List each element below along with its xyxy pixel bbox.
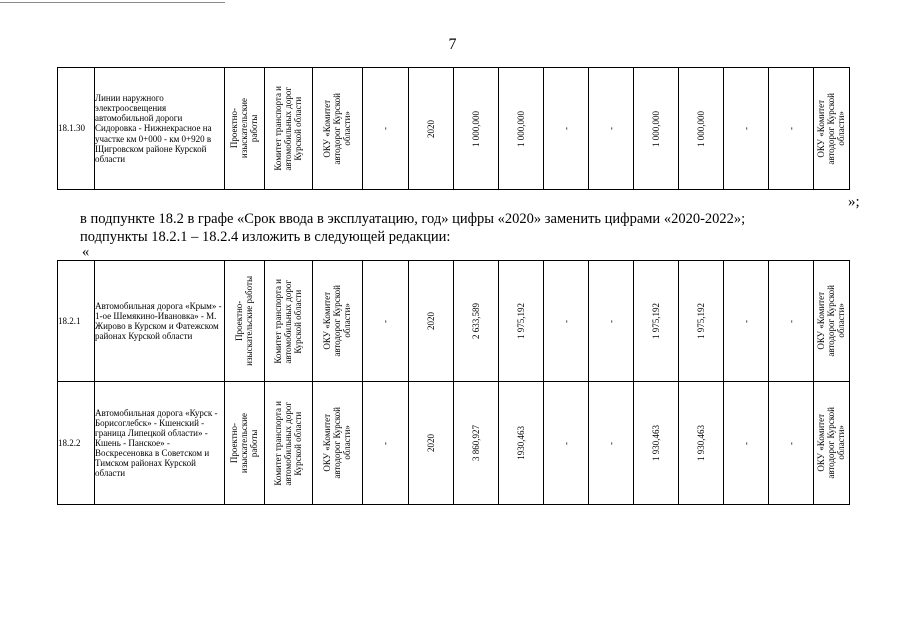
work-type-cell <box>225 382 265 505</box>
year-cell <box>409 68 454 190</box>
customer: Комитет транспорта и автомобильных дорог Курской области <box>273 86 304 171</box>
value: 1 000,000 <box>695 110 706 147</box>
row-number: 18.2.1 <box>58 261 95 382</box>
value-cell <box>589 68 634 190</box>
value-cell <box>363 382 409 505</box>
value-cell <box>544 261 589 382</box>
value: - <box>740 319 751 323</box>
estimated-cost: 1 000,000 <box>470 110 481 147</box>
value-cell <box>499 261 544 382</box>
value: 1 975,192 <box>650 303 661 339</box>
amendment-paragraph: в подпункте 18.2 в графе «Срок ввода в эксплуатацию, год» цифры «2020» заменить цифрами «2020-2022»; <box>80 211 746 227</box>
value: - <box>380 127 391 130</box>
value-cell <box>634 68 679 190</box>
work-type: Проектно- изыскательские работы <box>229 98 260 159</box>
value-cell <box>679 382 724 505</box>
value: 1 930,463 <box>695 425 706 461</box>
object-table-18-2 <box>57 260 850 505</box>
value: - <box>785 441 796 445</box>
owner: ОКУ «Комитет автодорог Курской области» <box>816 285 847 357</box>
value: - <box>560 319 571 323</box>
value-cell <box>499 382 544 505</box>
owner-cell <box>814 382 850 505</box>
customer: Комитет транспорта и автомобильных дорог Курской области <box>273 278 304 364</box>
value-cell <box>634 261 679 382</box>
value: 1 975,192 <box>515 303 526 339</box>
cost-cell <box>454 382 499 505</box>
object-name: Автомобильная дорога «Курск - Борисоглебск» - Кшенский - граница Липецкой области» - Кшень - Панское» - Воскресеновка в Советском и Тимском районах Курской области <box>95 382 225 505</box>
owner: ОКУ «Комитет автодорог Курской области» <box>816 407 847 479</box>
value: - <box>740 127 751 130</box>
value-cell <box>769 68 814 190</box>
value: 1 000,000 <box>650 110 661 147</box>
value-cell <box>769 261 814 382</box>
cost-cell <box>454 261 499 382</box>
work-type: Проектно- изыскательские работы <box>229 412 260 474</box>
estimated-cost: 3 860,927 <box>470 425 481 461</box>
amendment-paragraph: подпункты 18.2.1 – 18.2.4 изложить в следующей редакции: <box>80 229 451 245</box>
owner-cell <box>814 261 850 382</box>
value: 1 000,000 <box>515 110 526 147</box>
value: - <box>605 319 616 323</box>
row-number: 18.1.30 <box>58 68 95 190</box>
value-cell <box>679 68 724 190</box>
value: - <box>785 319 796 323</box>
builder-cell <box>313 68 363 190</box>
customer-cell <box>265 68 313 190</box>
value-cell <box>544 382 589 505</box>
estimated-cost: 2 633,589 <box>470 303 481 339</box>
value-cell <box>724 382 769 505</box>
value: - <box>785 127 796 130</box>
year-cell <box>409 261 454 382</box>
value: 1930,463 <box>515 426 526 460</box>
value: - <box>560 441 571 445</box>
value-cell <box>363 68 409 190</box>
header-rule <box>0 2 225 3</box>
builder: ОКУ «Комитет автодорог Курской области» <box>322 407 353 479</box>
table-row <box>58 68 850 190</box>
value-cell <box>769 382 814 505</box>
value-cell <box>589 261 634 382</box>
value: - <box>380 441 391 445</box>
value: 1 930,463 <box>650 425 661 461</box>
closing-quote: »; <box>848 194 860 210</box>
object-name: Линии наружного электроосвещения автомобильной дороги Сидоровка - Нижнекрасное на участке км 0+000 - км 0+920 в Щигровском районе Курской области <box>95 68 225 190</box>
value-cell <box>724 68 769 190</box>
work-type-cell <box>225 68 265 190</box>
builder-cell <box>313 261 363 382</box>
commission-year: 2020 <box>425 312 436 330</box>
opening-quote: « <box>82 244 90 260</box>
value: - <box>380 319 391 323</box>
customer-cell <box>265 382 313 505</box>
value-cell <box>679 261 724 382</box>
customer: Комитет транспорта и автомобильных дорог Курской области <box>273 400 304 486</box>
value: - <box>605 441 616 445</box>
year-cell <box>409 382 454 505</box>
owner-cell <box>814 68 850 190</box>
table-row <box>58 261 850 382</box>
page-number: 7 <box>448 36 457 53</box>
work-type-cell <box>225 261 265 382</box>
value-cell <box>499 68 544 190</box>
builder: ОКУ «Комитет автодорог Курской области» <box>322 92 353 165</box>
row-number: 18.2.2 <box>58 382 95 505</box>
value-cell <box>634 382 679 505</box>
customer-cell <box>265 261 313 382</box>
value-cell <box>589 382 634 505</box>
value: - <box>560 127 571 130</box>
object-name: Автомобильная дорога «Крым» - 1-ое Шемякино-Ивановка» - М. Жирово в Курском и Фатежском районах Курской области <box>95 261 225 382</box>
value: 1 975,192 <box>695 303 706 339</box>
cost-cell <box>454 68 499 190</box>
builder-cell <box>313 382 363 505</box>
object-table-18-1 <box>57 67 850 190</box>
value-cell <box>363 261 409 382</box>
value-cell <box>544 68 589 190</box>
value-cell <box>724 261 769 382</box>
owner: ОКУ «Комитет автодорог Курской области» <box>816 92 847 165</box>
builder: ОКУ «Комитет автодорог Курской области» <box>322 285 353 357</box>
table-row <box>58 382 850 505</box>
work-type: Проектно- изыскательские работы <box>234 276 255 366</box>
commission-year: 2020 <box>425 119 436 138</box>
value: - <box>605 127 616 130</box>
commission-year: 2020 <box>425 434 436 452</box>
value: - <box>740 441 751 445</box>
